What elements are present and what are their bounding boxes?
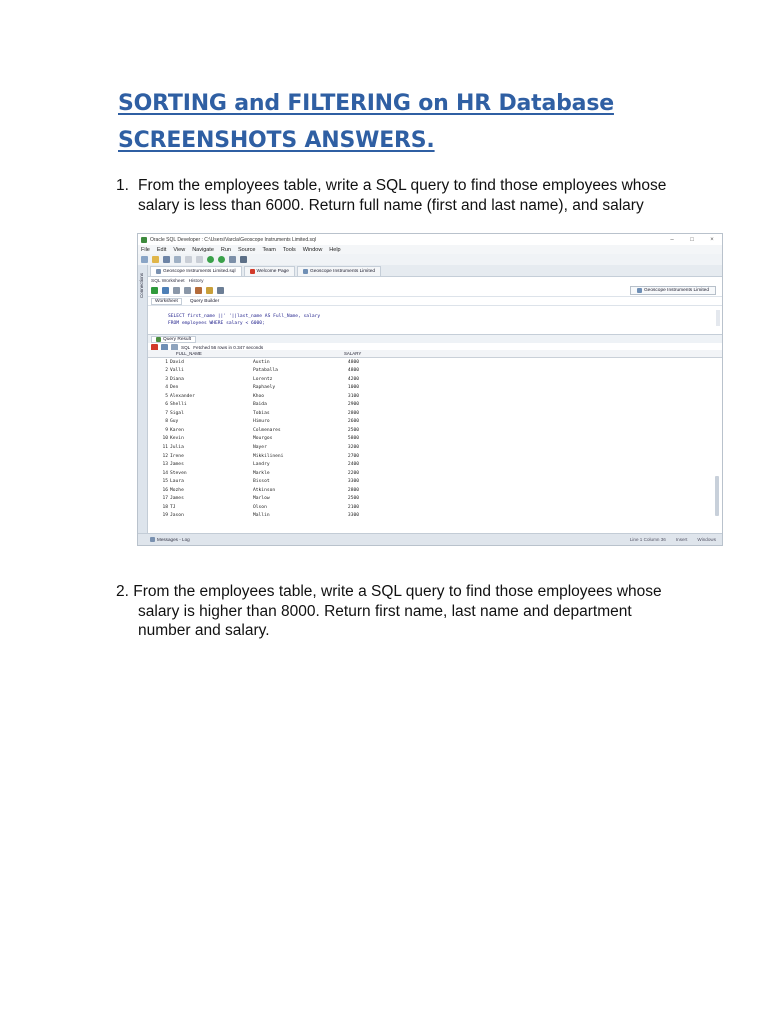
worksheet-mode-tabs <box>148 297 722 306</box>
question-1-text: From the employees table, write a SQL query to find those employees whose salary is less than 6000. Return full name (first and last name), and salary <box>138 177 667 214</box>
cell-salary: 2700 <box>347 453 359 459</box>
cell-last-name: Raphaely <box>253 385 276 391</box>
cell-first-name: TJ <box>170 504 176 510</box>
menu-source[interactable]: Source <box>238 246 256 253</box>
cell-first-name: Mozhe <box>170 487 184 493</box>
sql-editor[interactable] <box>148 306 722 335</box>
tab-welcome-page[interactable] <box>244 266 295 276</box>
cell-last-name: Tobias <box>253 410 270 416</box>
connections-label: Connections <box>139 273 144 299</box>
table-row[interactable] <box>148 401 722 410</box>
cursor-position: Line 1 Column 36 <box>629 537 666 542</box>
table-row[interactable] <box>148 392 722 401</box>
row-number: 11 <box>162 444 168 450</box>
question-1-number: 1. <box>116 177 129 194</box>
menu-edit[interactable]: Edit <box>156 246 167 253</box>
menu-run[interactable]: Run <box>220 246 231 253</box>
question-1 <box>116 176 676 215</box>
result-grid <box>148 350 722 534</box>
menu-window[interactable]: Window <box>302 246 323 253</box>
undo-icon[interactable] <box>185 256 192 263</box>
table-row[interactable] <box>148 512 722 521</box>
document-tabs <box>148 265 722 277</box>
row-number: 5 <box>165 393 168 399</box>
tab-history[interactable]: History <box>188 278 204 284</box>
result-tabs <box>148 335 722 343</box>
question-2-text: 2. From the employees table, write a SQL query to find those employees whose salary is higher than 8000. Return first name, last name and department number and salary. <box>116 583 662 639</box>
cell-first-name: Irene <box>170 453 184 459</box>
tab-connection-label: Geoscope Instruments Limited <box>309 269 376 274</box>
cell-first-name: Sigal <box>170 410 184 416</box>
cell-salary: 1000 <box>347 385 359 391</box>
clear-icon[interactable] <box>217 287 224 294</box>
cell-salary: 4800 <box>347 368 359 374</box>
row-number: 9 <box>165 427 168 433</box>
cell-last-name: Markle <box>253 470 270 476</box>
cell-last-name: Marlow <box>253 496 270 502</box>
sql-developer-screenshot <box>137 233 723 546</box>
column-salary[interactable]: SALARY <box>344 351 362 356</box>
line-endings: Windows <box>697 537 716 542</box>
table-row[interactable] <box>148 495 722 504</box>
cell-first-name: Den <box>170 385 179 391</box>
cell-last-name: Bissot <box>253 479 270 485</box>
cell-salary: 2600 <box>347 419 359 425</box>
database-icon <box>637 288 642 293</box>
cell-first-name: Guy <box>170 419 179 425</box>
cell-salary: 2800 <box>347 487 359 493</box>
redo-icon[interactable] <box>196 256 203 263</box>
forward-icon[interactable] <box>218 256 225 263</box>
tab-sql-worksheet[interactable]: SQL Worksheet <box>151 278 185 284</box>
table-row[interactable] <box>148 358 722 367</box>
grid-icon <box>156 337 161 342</box>
table-row[interactable] <box>148 469 722 478</box>
sql-file-icon <box>156 269 161 274</box>
row-number: 4 <box>165 385 168 391</box>
cell-last-name: Himuro <box>253 419 270 425</box>
window-titlebar <box>138 234 722 245</box>
row-number: 12 <box>162 453 168 459</box>
column-full-name[interactable]: FULL_NAME <box>176 351 202 356</box>
table-row[interactable] <box>148 452 722 461</box>
tab-worksheet[interactable]: Worksheet <box>151 298 182 305</box>
status-bar <box>138 533 722 545</box>
messages-log-label: Messages - Log <box>157 537 190 542</box>
table-row[interactable] <box>148 486 722 495</box>
cell-salary: 3100 <box>347 393 359 399</box>
cell-salary: 2500 <box>347 427 359 433</box>
cell-last-name: Khoo <box>253 393 265 399</box>
cell-last-name: Olson <box>253 504 267 510</box>
tab-sql-file[interactable] <box>150 266 242 276</box>
cell-first-name: Jason <box>170 513 184 519</box>
tab-connection[interactable] <box>297 266 381 276</box>
row-number: 14 <box>162 470 168 476</box>
cell-salary: 3200 <box>347 444 359 450</box>
welcome-page-icon <box>250 269 255 274</box>
insert-mode: Insert <box>675 537 688 542</box>
tab-query-result[interactable] <box>151 336 196 343</box>
connections-sidebar[interactable] <box>138 265 148 534</box>
document-title-line-1: SORTING and FILTERING on HR Database <box>118 91 614 116</box>
menu-tools[interactable]: Tools <box>282 246 296 253</box>
result-status: Fetched 56 rows in 0.347 seconds <box>193 345 264 350</box>
row-number: 6 <box>165 402 168 408</box>
row-number: 18 <box>162 504 168 510</box>
debug-icon[interactable] <box>229 256 236 263</box>
tab-query-result-label: Query Result <box>163 336 191 342</box>
explain-plan-icon[interactable] <box>195 287 202 294</box>
sql-developer-icon <box>141 237 147 243</box>
row-number: 8 <box>165 419 168 425</box>
cell-last-name: Nayer <box>253 444 267 450</box>
row-number: 17 <box>162 496 168 502</box>
menu-file[interactable]: File <box>141 246 150 253</box>
cell-first-name: Kevin <box>170 436 184 442</box>
run-script-icon[interactable] <box>162 287 169 294</box>
back-icon[interactable] <box>207 256 214 263</box>
cell-salary: 3300 <box>347 513 359 519</box>
worksheet-toolbar <box>148 285 722 297</box>
cell-salary: 2400 <box>347 462 359 468</box>
cell-first-name: Laura <box>170 479 184 485</box>
cell-first-name: James <box>170 496 184 502</box>
row-number: 1 <box>165 359 168 365</box>
table-row[interactable] <box>148 375 722 384</box>
table-row[interactable] <box>148 418 722 427</box>
save-all-icon[interactable] <box>174 256 181 263</box>
row-number: 16 <box>162 487 168 493</box>
grid-rows <box>148 358 722 520</box>
cell-first-name: Valli <box>170 368 184 374</box>
cell-first-name: Shelli <box>170 402 187 408</box>
cell-first-name: David <box>170 359 184 365</box>
cell-first-name: Steven <box>170 470 187 476</box>
tab-welcome-page-label: Welcome Page <box>256 269 289 274</box>
menu-team[interactable]: Team <box>262 246 276 253</box>
table-row[interactable] <box>148 409 722 418</box>
cell-last-name: Austin <box>253 359 270 365</box>
close-icon[interactable]: × <box>710 236 714 243</box>
database-icon <box>303 269 308 274</box>
cell-first-name: Diana <box>170 376 184 382</box>
connection-select[interactable] <box>630 286 716 295</box>
minimize-icon[interactable]: – <box>670 236 674 243</box>
cell-last-name: Mallin <box>253 513 270 519</box>
cell-salary: 2500 <box>347 496 359 502</box>
document-title-line-2: SCREENSHOTS ANSWERS. <box>118 128 435 153</box>
worksheet-area <box>148 265 722 534</box>
row-number: 10 <box>162 436 168 442</box>
row-number: 19 <box>162 513 168 519</box>
cell-last-name: Atkinson <box>253 487 276 493</box>
run-statement-icon[interactable] <box>151 287 158 294</box>
cell-salary: 3300 <box>347 479 359 485</box>
row-number: 15 <box>162 479 168 485</box>
window-title: Oracle SQL Developer : C:\Users\Varcla\Geoscope Instruments Limited.sql <box>150 236 316 243</box>
cell-first-name: Alexander <box>170 393 195 399</box>
menu-bar <box>138 245 722 254</box>
connection-select-value: Geoscope Instruments Limited <box>643 288 709 293</box>
new-file-icon[interactable] <box>141 256 148 263</box>
table-row[interactable] <box>148 435 722 444</box>
autotrace-icon[interactable] <box>206 287 213 294</box>
cell-last-name: Lorentz <box>253 376 273 382</box>
table-row[interactable] <box>148 426 722 435</box>
worksheet-subtabs <box>148 277 722 285</box>
cell-first-name: James <box>170 462 184 468</box>
menu-view[interactable]: View <box>173 246 186 253</box>
cell-last-name: Pataballa <box>253 368 278 374</box>
messages-log-tab[interactable] <box>150 537 190 542</box>
cell-last-name: Colmenares <box>253 427 281 433</box>
cell-salary: 2900 <box>347 402 359 408</box>
messages-icon <box>150 537 155 542</box>
cell-salary: 2800 <box>347 410 359 416</box>
table-row[interactable] <box>148 367 722 376</box>
menu-help[interactable]: Help <box>329 246 341 253</box>
maximize-icon[interactable]: □ <box>690 236 694 243</box>
tab-query-builder[interactable]: Query Builder <box>189 298 220 304</box>
row-number: 2 <box>165 368 168 374</box>
rollback-icon[interactable] <box>184 287 191 294</box>
grid-header <box>148 350 722 358</box>
table-row[interactable] <box>148 478 722 487</box>
commit-icon[interactable] <box>173 287 180 294</box>
table-row[interactable] <box>148 384 722 393</box>
cell-first-name: Julia <box>170 444 184 450</box>
grid-scrollbar[interactable] <box>715 476 719 516</box>
row-number: 13 <box>162 462 168 468</box>
open-folder-icon[interactable] <box>152 256 159 263</box>
cell-salary: 5800 <box>347 436 359 442</box>
table-row[interactable] <box>148 503 722 512</box>
connect-icon[interactable] <box>240 256 247 263</box>
cell-salary: 4200 <box>347 376 359 382</box>
cell-salary: 2100 <box>347 504 359 510</box>
row-number: 3 <box>165 376 168 382</box>
question-2 <box>116 582 676 641</box>
editor-scrollbar[interactable] <box>716 310 720 326</box>
cell-last-name: Mourgos <box>253 436 273 442</box>
tab-sql-file-label: Geoscope Instruments Limited.sql <box>163 269 236 274</box>
cell-last-name: Landry <box>253 462 270 468</box>
sql-line-1: SELECT first_name ||' '||last_name AS Full_Name, salary <box>168 314 321 319</box>
table-row[interactable] <box>148 461 722 470</box>
cell-salary: 4800 <box>347 359 359 365</box>
cell-first-name: Karen <box>170 427 184 433</box>
cell-last-name: Mikkilineni <box>253 453 284 459</box>
row-number: 7 <box>165 410 168 416</box>
status-info <box>630 537 716 542</box>
cell-last-name: Baida <box>253 402 267 408</box>
save-icon[interactable] <box>163 256 170 263</box>
menu-navigate[interactable]: Navigate <box>192 246 214 253</box>
result-sql-label[interactable]: SQL <box>181 345 191 350</box>
table-row[interactable] <box>148 443 722 452</box>
sql-line-2: FROM employees WHERE salary < 6000; <box>168 321 265 326</box>
cell-salary: 2200 <box>347 470 359 476</box>
